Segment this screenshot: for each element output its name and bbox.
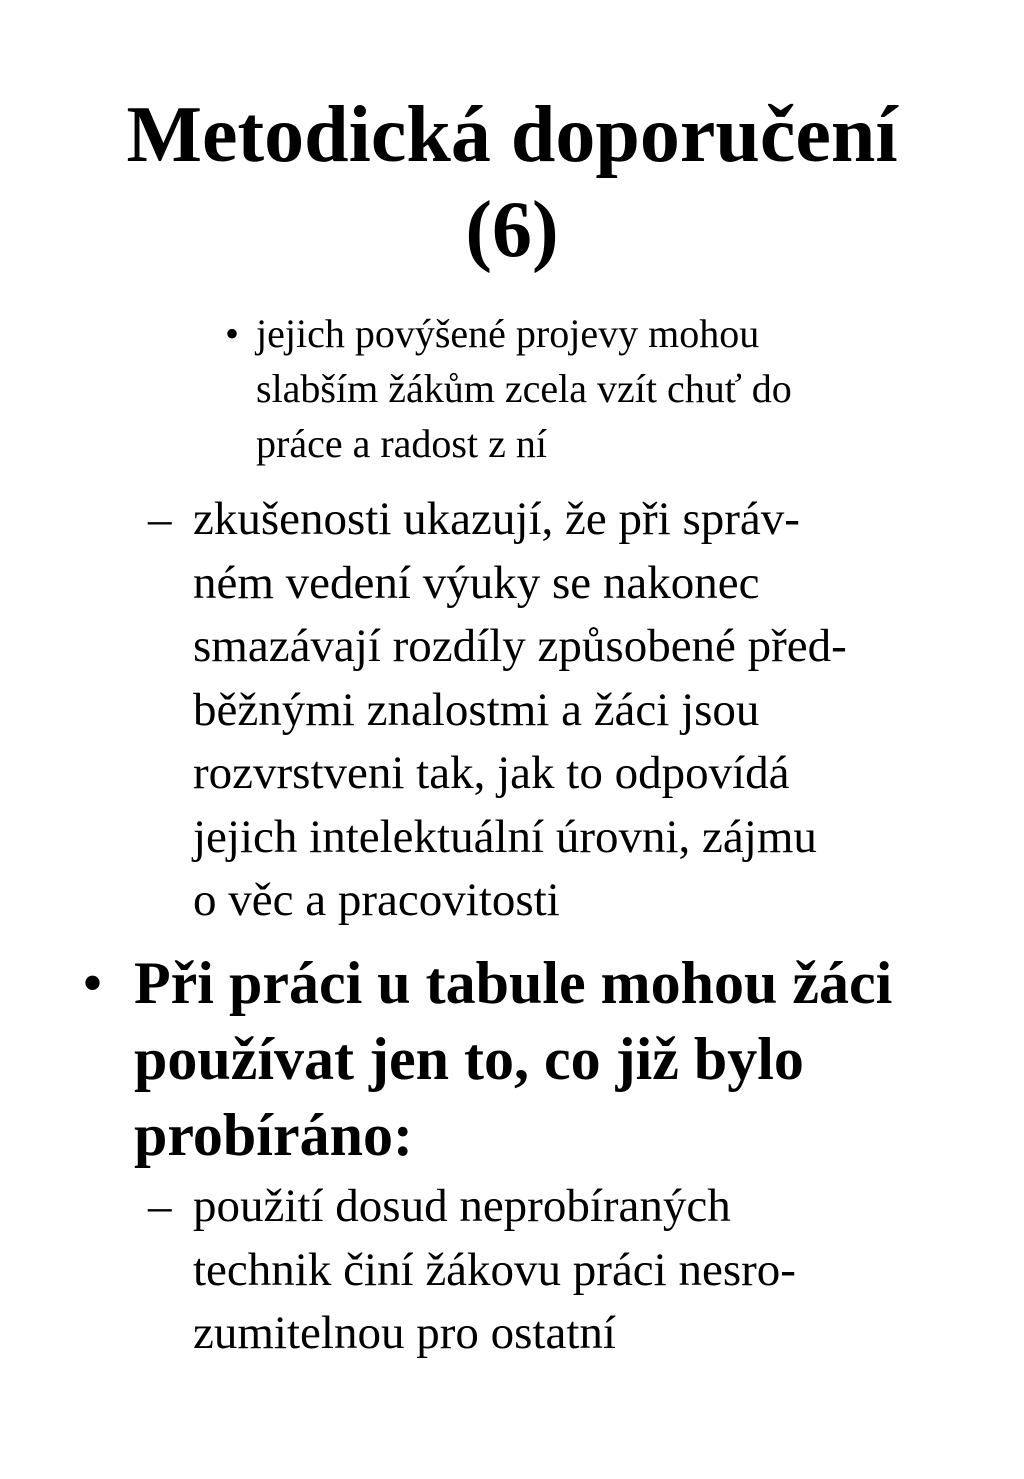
main-bullet-item xyxy=(82,945,982,1173)
bullet-marker: • xyxy=(82,950,104,1016)
text-line: ném vedení výuky se nakonec xyxy=(193,556,760,609)
text-line: jejich intelektuální úrovni, zájmu xyxy=(193,810,817,863)
text-line: technik činí žákovu práci nesro- xyxy=(193,1243,796,1296)
page-title xyxy=(0,88,1024,278)
bullet-text xyxy=(256,306,945,471)
text-line: běžnými znalostmi a žáci jsou xyxy=(193,683,760,736)
dash-marker: – xyxy=(148,493,172,545)
dash-marker: – xyxy=(148,1180,172,1232)
dash-item xyxy=(148,1175,998,1366)
text-line: používat jen to, co již bylo xyxy=(134,1026,804,1092)
text-line: práce a radost z ní xyxy=(256,421,547,466)
text-line: jejich povýšené projevy mohou xyxy=(256,311,760,356)
dash-text xyxy=(193,488,998,933)
bullet-text xyxy=(134,945,982,1173)
text-line: rozvrstveni tak, jak to odpovídá xyxy=(193,747,790,799)
text-line: zkušenosti ukazují, že při správ- xyxy=(193,493,800,545)
sub-bullet-item xyxy=(225,306,945,471)
page-title-line: (6) xyxy=(465,186,559,274)
text-line: slabším žákům zcela vzít chuť do xyxy=(256,366,792,411)
text-line: zumitelnou pro ostatní xyxy=(193,1307,616,1359)
bullet-marker: • xyxy=(225,311,240,356)
text-line: smazávají rozdíly způsobené před- xyxy=(193,620,847,672)
text-line: použití dosud neprobíraných xyxy=(193,1180,731,1232)
page-title-line: Metodická doporučení xyxy=(126,91,898,179)
dash-item xyxy=(148,488,998,933)
text-line: probíráno: xyxy=(134,1102,413,1168)
text-line: o věc a pracovitosti xyxy=(193,874,560,926)
text-line: Při práci u tabule mohou žáci xyxy=(134,950,893,1016)
dash-text xyxy=(193,1175,998,1366)
